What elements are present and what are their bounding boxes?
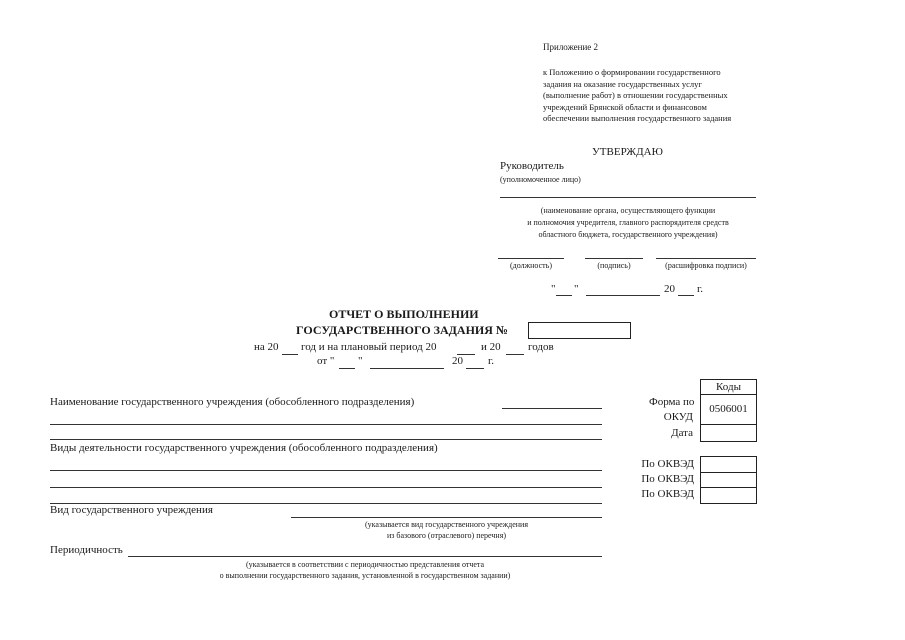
appendix-text (543, 67, 731, 125)
approve-date-day-line[interactable] (556, 295, 572, 296)
periodicity-note-line: (указывается в соответствии с периодичностью представления отчета (245, 560, 485, 569)
appendix-line: (выполнение работ) в отношении государственных (543, 90, 728, 100)
institution-name-line[interactable] (50, 424, 602, 425)
codes-divider (701, 394, 756, 395)
okved-label-3: По ОКВЭД (641, 488, 694, 500)
from-day-line[interactable] (339, 368, 355, 369)
period-mid: год и на плановый период 20 (301, 341, 437, 353)
approve-date-year: 20 (664, 283, 675, 295)
approve-date-quote-close: " (574, 283, 579, 295)
from-ot: от " (317, 355, 335, 367)
period-and: и 20 (481, 341, 501, 353)
codes-divider (701, 424, 756, 425)
signature-line[interactable] (585, 258, 643, 259)
from-g: г. (488, 355, 495, 367)
period-na: на 20 (254, 341, 279, 353)
org-note-line: (наименование органа, осуществляющего функции (540, 206, 716, 215)
codes-table-top (700, 379, 757, 442)
period-end: годов (528, 341, 554, 353)
institution-name-label: Наименование государственного учреждения (обособленного подразделения) (50, 396, 415, 408)
institution-type-label: Вид государственного учреждения (50, 504, 213, 516)
org-note (500, 205, 756, 241)
from-year: 20 (452, 355, 463, 367)
approve-date-g: г. (697, 283, 704, 295)
appendix-line: к Положению о формировании государственного (543, 67, 721, 77)
plan-year2-line[interactable] (506, 354, 524, 355)
periodicity-label: Периодичность (50, 544, 123, 556)
okved-divider (701, 472, 756, 473)
appendix-line: обеспечении выполнения государственного задания (543, 113, 732, 123)
institution-name-line[interactable] (502, 408, 602, 409)
date-label: Дата (671, 427, 693, 439)
position-label: (должность) (510, 261, 552, 270)
activity-types-label: Виды деятельности государственного учреждения (обособленного подразделения) (50, 442, 438, 454)
from-month-line[interactable] (370, 368, 444, 369)
institution-name-line[interactable] (50, 439, 602, 440)
signature-decode-line[interactable] (656, 258, 756, 259)
okved-label-1: По ОКВЭД (641, 458, 694, 470)
activity-types-line[interactable] (50, 470, 602, 471)
appendix-line: учреждений Брянской области и финансовом (543, 101, 707, 112)
approve-date-year-line[interactable] (678, 295, 694, 296)
org-name-line[interactable] (500, 197, 756, 198)
from-year-line[interactable] (466, 368, 484, 369)
periodicity-note (128, 559, 602, 581)
approve-head: Руководитель (500, 160, 564, 172)
appendix-title: Приложение 2 (543, 42, 599, 52)
appendix-line: задания на оказание государственных услуг (543, 78, 702, 89)
report-title-2: ГОСУДАРСТВЕННОГО ЗАДАНИЯ № (296, 323, 508, 337)
org-note-line: областного бюджета, государственного учреждения) (538, 230, 718, 239)
institution-type-note (291, 519, 602, 541)
org-note-line: и полномочия учредителя, главного распорядителя средств (527, 218, 729, 227)
okud-value[interactable]: 0506001 (709, 403, 748, 415)
form-label-1: Форма по (649, 396, 695, 408)
okved-label-2: По ОКВЭД (641, 473, 694, 485)
approve-date-month-line[interactable] (586, 295, 660, 296)
report-title-1: ОТЧЕТ О ВЫПОЛНЕНИИ (329, 307, 479, 321)
signature-label: (подпись) (597, 261, 631, 270)
periodicity-line[interactable] (128, 556, 602, 557)
periodicity-note-line: о выполнении государственного задания, установленной в государственном задании) (219, 571, 511, 580)
institution-type-note-line: (указывается вид государственного учреждения (364, 520, 529, 529)
institution-type-line[interactable] (291, 517, 602, 518)
approve-date-quote-open: " (551, 283, 556, 295)
report-number-field[interactable] (528, 322, 631, 339)
activity-types-line[interactable] (50, 487, 602, 488)
signature-decode-label: (расшифровка подписи) (665, 261, 747, 270)
position-line[interactable] (498, 258, 564, 259)
okved-table (700, 456, 757, 504)
approve-head-note: (уполномоченное лицо) (500, 175, 581, 184)
form-label-2: ОКУД (663, 411, 693, 423)
from-quote: " (358, 355, 363, 367)
institution-type-note-line: из базового (отраслевого) перечня) (386, 531, 507, 540)
codes-header: Коды (716, 381, 741, 393)
okved-divider (701, 487, 756, 488)
period-year-line[interactable] (282, 354, 298, 355)
approve-title: УТВЕРЖДАЮ (592, 146, 663, 158)
